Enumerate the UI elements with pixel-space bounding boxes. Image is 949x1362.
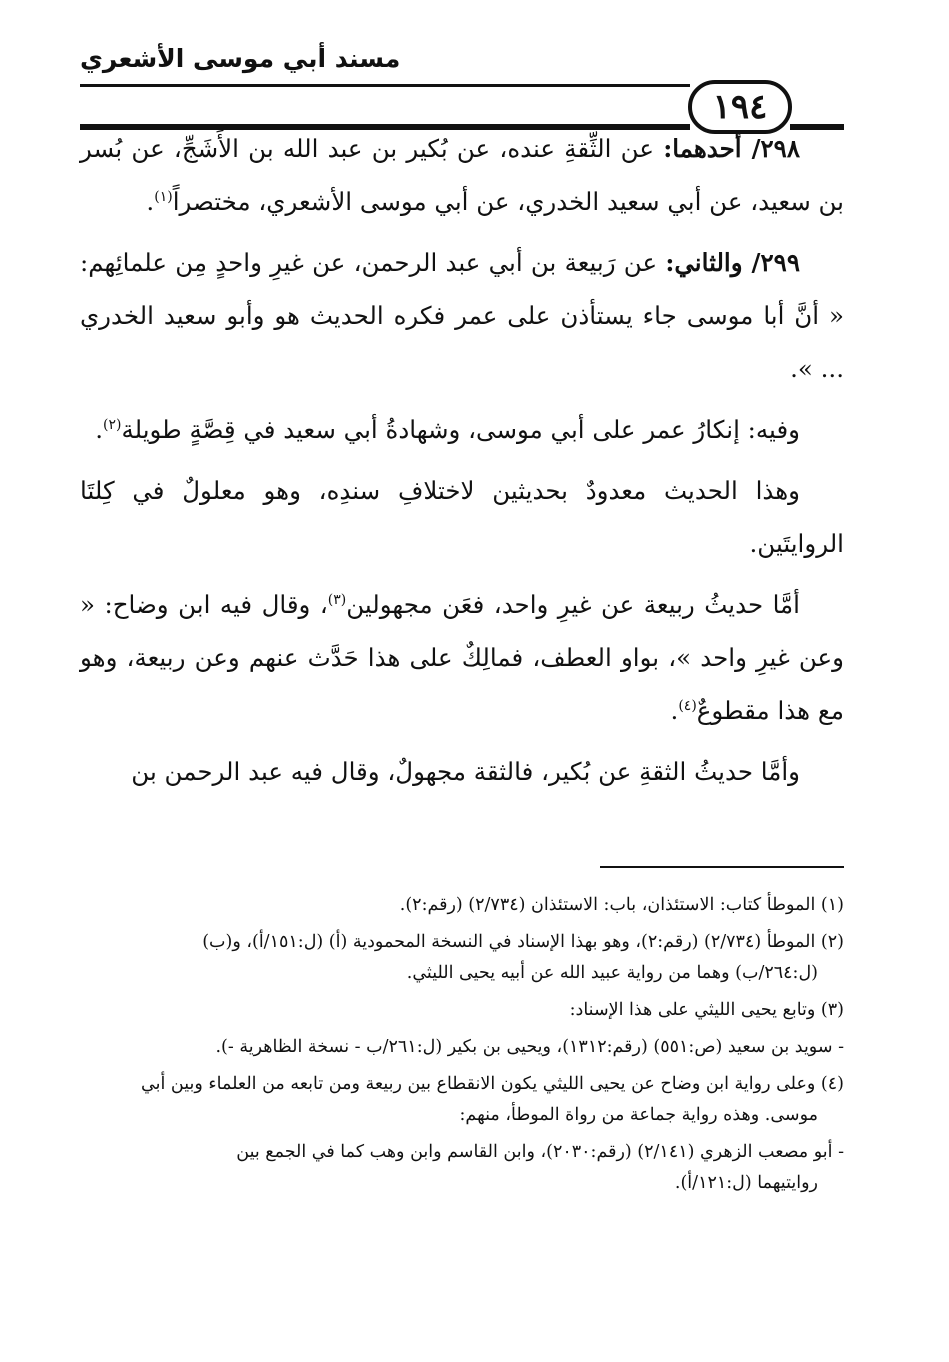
paragraph-content-text: وفيه: إنكارُ عمر على أبي موسى، وشهادةُ أبي سعيد في قِصَّةٍ طويلة [121, 415, 800, 444]
paragraph-rabia-text-b: ، وقال فيه ابن وضاح: « وعن غيرِ واحد »، بواو العطف، فمالِكٌ على هذا حَدَّث عنهم وعن ربيعة، وهو مع هذا مقطوعٌ [80, 590, 844, 725]
footnote-ref-2: (٢) [102, 416, 122, 433]
paragraph-content [80, 403, 844, 456]
footnote-2 [80, 927, 844, 989]
hadith-label-298: ٢٩٨/ أحدهما: [663, 134, 800, 163]
footnote-ref-3: (٣) [327, 591, 347, 608]
paragraph-298 [80, 122, 844, 228]
paragraph-analysis [80, 464, 844, 570]
footnote-4-continuation: موسى. وهذه رواية جماعة من رواة الموطأ، منهم: [459, 1105, 818, 1125]
footnote-4 [80, 1069, 844, 1131]
page-header [80, 40, 844, 127]
footnote-3: (٣) وتابع يحيى الليثي على هذا الإسناد: [569, 1000, 844, 1020]
footnote-4-item [80, 1137, 844, 1199]
paragraph-thiqa-text: وأمَّا حديثُ الثقةِ عن بُكير، فالثقة مجهولٌ، وقال فيه عبد الرحمن بن [131, 757, 800, 786]
header-thin-rule [80, 84, 690, 87]
main-text [80, 122, 844, 806]
footnote-1: (١) الموطأ كتاب: الاستئذان، باب: الاستئذان (٢/٧٣٤) (رقم:٢). [399, 895, 844, 915]
hadith-label-299: ٢٩٩/ والثاني: [665, 248, 800, 277]
paragraph-rabia-end: . [670, 696, 679, 725]
paragraph-content-end: . [95, 415, 103, 444]
paragraph-analysis-text: وهذا الحديث معدودٌ بحديثين لاختلافِ سندِه، وهو معلولٌ في كِلتَا الروايتَين. [80, 476, 844, 558]
paragraph-299-text: عن رَبيعة بن أبي عبد الرحمن، عن غيرِ واحدٍ مِن علمائِهم: « أنَّ أبا موسى جاء يستأذن على عمر فكره الحديث هو وأبو سعيد الخدري ... ». [80, 248, 844, 383]
footnote-2-continuation: (ل:٢٦٤/ب) وهما من رواية عبيد الله عن أبيه يحيى الليثي. [406, 963, 818, 983]
page-number: ١٩٤ [688, 80, 792, 134]
paragraph-rabia [80, 578, 844, 737]
paragraph-298-end: . [146, 187, 155, 216]
footnote-4-line: (٤) وعلى رواية ابن وضاح عن يحيى الليثي يكون الانقطاع بين ربيعة ومن تابعه من العلماء وبين أبي [141, 1074, 844, 1094]
paragraph-299 [80, 236, 844, 395]
footnote-3-item: - سويد بن سعيد (ص:٥٥١) (رقم:١٣١٢)، ويحيى بن بكير (ل:٢٦١/ب - نسخة الظاهرية -). [215, 1037, 844, 1057]
paragraph-298-text: عن الثِّقةِ عنده، عن بُكير بن عبد الله بن الأَشَجِّ، عن بُسر بن سعيد، عن أبي سعيد الخدري، عن أبي موسى الأشعري، مختصراً [80, 134, 844, 216]
footnote-4-item-continuation: روايتيهما (ل:١٢١/أ). [674, 1173, 818, 1193]
footnote-separator [600, 866, 844, 868]
paragraph-rabia-text-a: أمَّا حديثُ ربيعة عن غيرِ واحد، فعَن مجهولين [346, 590, 800, 619]
footnote-ref-4: (٤) [678, 697, 697, 714]
footnotes [80, 890, 844, 1205]
paragraph-thiqa [80, 745, 844, 798]
footnote-4-item-line: - أبو مصعب الزهري (٢/١٤١) (رقم:٢٠٣٠)، وابن القاسم وابن وهب كما في الجمع بين [236, 1142, 844, 1162]
footnote-ref-1: (١) [154, 188, 173, 205]
footnote-2-line: (٢) الموطأ (٢/٧٣٤) (رقم:٢)، وهو بهذا الإسناد في النسخة المحمودية (أ) (ل:١٥١/أ)، و(ب) [202, 932, 844, 952]
running-title: مسند أبي موسى الأشعري [80, 44, 401, 73]
